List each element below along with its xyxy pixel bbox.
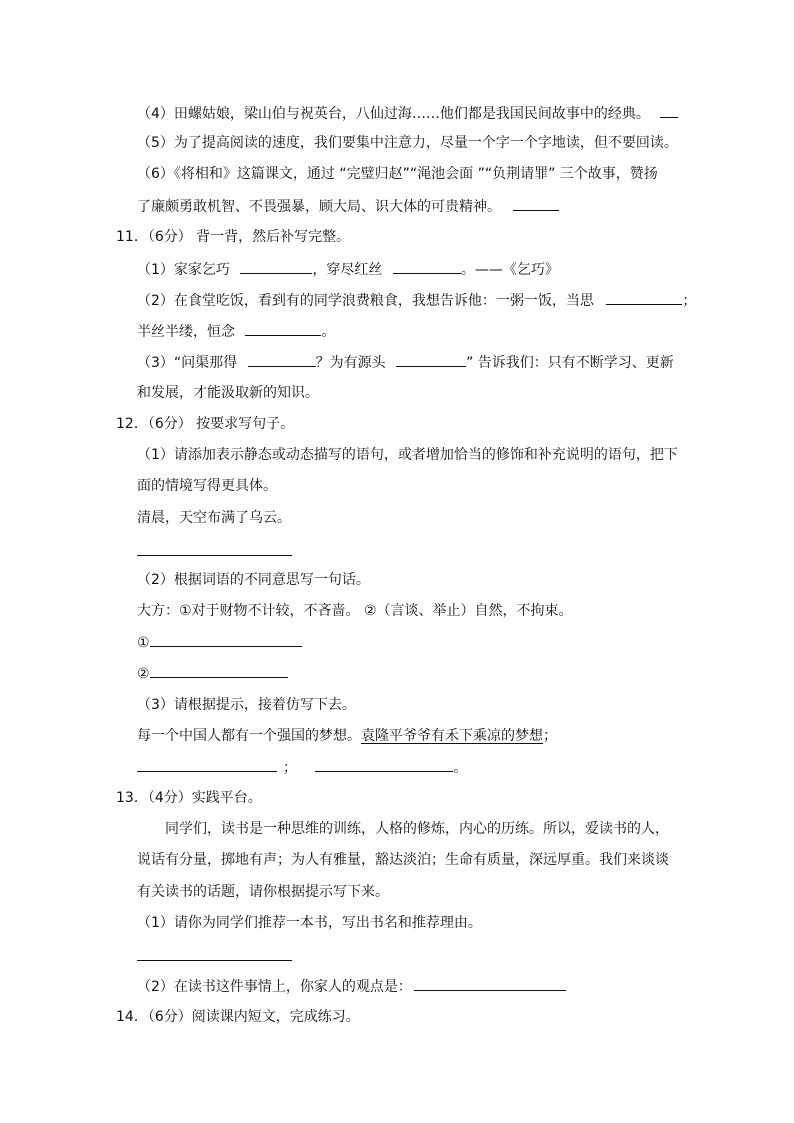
q13-item-2: （2）在读书这件事情上，你家人的观点是： xyxy=(137,976,566,997)
q14-header: 14．（6分）阅读课内短文，完成练习。 xyxy=(116,1009,360,1025)
q13-item-2-answer-blank[interactable] xyxy=(414,976,566,991)
q13-paragraph-line3: 有关读书的话题，请你根据提示写下来。 xyxy=(137,884,389,900)
q10-item-4: （4）田螺姑娘，梁山伯与祝英台，八仙过海……他们都是我国民间故事中的经典。 xyxy=(137,103,678,124)
q12-item-2-answer-2: ② xyxy=(137,663,288,684)
q11-item-1: （1）家家乞巧 ，穿尽红丝 。——《乞巧》 xyxy=(137,259,559,280)
q11-item-3-blank-a[interactable] xyxy=(248,352,316,367)
q13-item-1: （1）请你为同学们推荐一本书，写出书名和推荐理由。 xyxy=(137,915,482,931)
q13-paragraph-line2: 说话有分量，掷地有声；为人有雅量，豁达淡泊；生命有质量，深远厚重。我们来谈谈 xyxy=(137,852,669,868)
q11-header: 11．（6分） 背一背，然后补写完整。 xyxy=(116,229,351,245)
q12-item-2-answer-1: ① xyxy=(137,632,302,653)
q11-item-3-line1: （3）“问渠那得 ？为有源头 ” 告诉我们：只有不断学习、更新 xyxy=(137,352,674,373)
q12-item-2-prompt: （2）根据词语的不同意思写一句话。 xyxy=(137,572,370,588)
q13-header: 13．（4分）实践平台。 xyxy=(116,790,262,806)
q12-item-3-blank-1[interactable] xyxy=(137,757,277,772)
q11-item-2-blank-a[interactable] xyxy=(606,290,682,305)
q12-item-2-blank-1[interactable] xyxy=(150,632,302,647)
q11-item-1-blank-a[interactable] xyxy=(240,259,312,274)
q12-item-3-prompt: （3）请根据提示，接着仿写下去。 xyxy=(137,697,356,713)
q13-item-1-answer-line[interactable] xyxy=(137,960,292,961)
q10-item-6-line1: （6）《将相和》这篇课文，通过 “完璧归赵”“渑池会面 ”“负荆请罪” 三个故事，赞扬 xyxy=(137,166,658,182)
q10-item-4-answer-blank[interactable] xyxy=(660,103,678,118)
q10-item-6-answer-blank[interactable] xyxy=(513,196,559,211)
q12-item-3-blank-2[interactable] xyxy=(315,757,453,772)
q12-item-1-line1: （1）请添加表示静态或动态描写的语句，或者增加恰当的修饰和补充说明的语句，把下 xyxy=(137,447,678,463)
q12-header: 12．（6分） 按要求写句子。 xyxy=(116,416,295,432)
q11-item-3-blank-b[interactable] xyxy=(396,352,466,367)
q11-item-3-line2: 和发展，才能汲取新的知识。 xyxy=(137,385,319,401)
q12-item-2-definitions: 大方：①对于财物不计较，不吝啬。 ②（言谈、举止）自然，不拘束。 xyxy=(137,603,573,619)
q13-paragraph-line1: 同学们，读书是一种思维的训练，人格的修炼，内心的历练。所以，爱读书的人， xyxy=(165,821,669,837)
q10-item-5: （5）为了提高阅读的速度，我们要集中注意力，尽量一个字一个字地读，但不要回读。 xyxy=(137,135,678,151)
q11-item-2-blank-b[interactable] xyxy=(245,321,321,336)
q11-item-2-line2: 半丝半缕，恒念 。 xyxy=(137,321,335,342)
q12-item-1-answer-line[interactable] xyxy=(137,555,292,556)
q12-item-3-underlined-example: 袁隆平爷爷有禾下乘凉的梦想 xyxy=(361,728,543,744)
q12-item-2-blank-2[interactable] xyxy=(150,663,288,678)
q12-item-3-answers: ； 。 xyxy=(137,757,467,778)
q12-item-1-line2: 面的情境写得更具体。 xyxy=(137,478,277,494)
q11-item-1-blank-b[interactable] xyxy=(393,259,461,274)
q12-item-3-example: 每一个中国人都有一个强国的梦想。袁隆平爷爷有禾下乘凉的梦想； xyxy=(137,728,557,744)
q11-item-2-line1: （2）在食堂吃饭，看到有的同学浪费粮食，我想告诉他：一粥一饭，当思 ； xyxy=(137,290,696,311)
q12-item-1-sentence: 清晨，天空布满了乌云。 xyxy=(137,510,291,526)
q10-item-6-line2: 了廉颇勇敢机智、不畏强暴，顾大局、识大体的可贵精神。 xyxy=(137,196,559,217)
